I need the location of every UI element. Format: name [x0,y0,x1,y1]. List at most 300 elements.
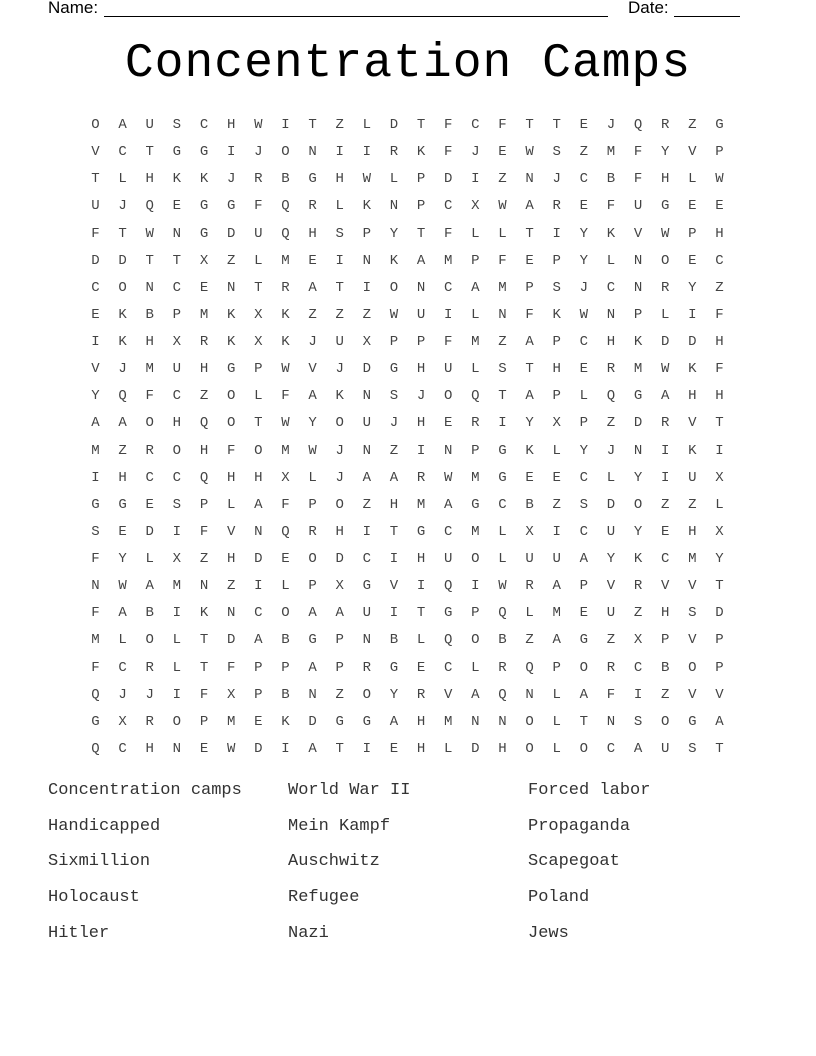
grid-letter[interactable]: U [606,523,616,540]
grid-letter[interactable]: P [335,659,344,676]
grid-letter[interactable]: I [661,469,670,486]
grid-letter[interactable]: O [254,442,263,459]
grid-letter[interactable]: N [525,171,534,188]
grid-letter[interactable]: O [362,686,371,703]
grid-letter[interactable]: Y [606,551,616,568]
grid-letter[interactable]: B [145,605,154,622]
grid-letter[interactable]: U [688,469,697,486]
grid-letter[interactable]: G [633,388,643,405]
grid-letter[interactable]: P [552,252,561,269]
grid-letter[interactable]: F [91,605,100,622]
grid-letter[interactable]: N [498,306,507,323]
grid-letter[interactable]: I [498,415,507,432]
grid-letter[interactable]: H [145,740,154,757]
grid-letter[interactable]: C [172,388,182,405]
grid-letter[interactable]: K [335,388,344,405]
grid-letter[interactable]: R [498,659,507,676]
grid-letter[interactable]: D [389,117,399,133]
grid-letter[interactable]: S [91,523,100,540]
grid-letter[interactable]: T [335,740,344,757]
grid-letter[interactable]: M [471,523,480,540]
grid-letter[interactable]: T [91,171,100,188]
grid-letter[interactable]: X [118,713,127,730]
grid-letter[interactable]: O [661,252,670,269]
grid-letter[interactable]: Z [498,171,507,188]
grid-letter[interactable]: S [579,496,589,513]
grid-letter[interactable]: W [498,198,507,215]
grid-letter[interactable]: A [254,496,263,513]
grid-letter[interactable]: C [443,279,453,296]
grid-letter[interactable]: A [145,578,154,595]
grid-letter[interactable]: R [199,334,209,351]
grid-letter[interactable]: Q [633,117,643,133]
grid-letter[interactable]: W [715,171,724,188]
grid-letter[interactable]: N [172,740,182,757]
grid-letter[interactable]: Q [606,388,616,405]
grid-letter[interactable]: P [254,361,263,378]
grid-letter[interactable]: L [416,632,426,649]
grid-letter[interactable]: P [579,578,589,595]
grid-letter[interactable]: P [715,659,724,676]
grid-letter[interactable]: D [661,334,670,351]
grid-letter[interactable]: X [335,578,344,595]
grid-letter[interactable]: P [362,225,371,242]
grid-letter[interactable]: H [226,117,236,133]
grid-letter[interactable]: H [715,388,724,405]
grid-letter[interactable]: J [335,361,344,378]
grid-letter[interactable]: W [443,469,453,486]
grid-letter[interactable]: E [443,415,453,432]
grid-letter[interactable]: A [715,713,724,730]
grid-letter[interactable]: Z [579,144,589,161]
grid-letter[interactable]: K [118,306,127,323]
grid-letter[interactable]: K [199,171,209,188]
grid-letter[interactable]: O [172,713,182,730]
grid-letter[interactable]: R [145,713,154,730]
grid-letter[interactable]: D [145,523,154,540]
grid-letter[interactable]: C [443,659,453,676]
grid-letter[interactable]: Y [389,225,399,242]
grid-letter[interactable]: T [715,415,724,432]
grid-letter[interactable]: W [308,442,317,459]
grid-letter[interactable]: S [688,605,697,622]
grid-letter[interactable]: C [471,117,480,133]
grid-letter[interactable]: T [715,740,724,757]
grid-letter[interactable]: Z [606,415,616,432]
date-field-line[interactable] [674,16,740,17]
grid-letter[interactable]: T [199,632,209,649]
grid-letter[interactable]: K [172,171,182,188]
grid-letter[interactable]: J [335,442,344,459]
grid-letter[interactable]: J [118,686,127,703]
grid-letter[interactable]: I [552,225,561,242]
grid-letter[interactable]: X [254,306,263,323]
grid-letter[interactable]: D [335,551,344,568]
grid-letter[interactable]: F [498,117,507,133]
grid-letter[interactable]: Z [335,686,344,703]
grid-letter[interactable]: P [715,632,724,649]
grid-letter[interactable]: V [91,361,100,378]
grid-letter[interactable]: I [226,144,236,161]
grid-letter[interactable]: B [606,171,616,188]
grid-letter[interactable]: I [281,117,290,133]
grid-letter[interactable]: N [606,713,616,730]
grid-letter[interactable]: T [525,117,534,133]
grid-letter[interactable]: L [118,632,127,649]
grid-letter[interactable]: C [606,740,616,757]
grid-letter[interactable]: P [308,578,317,595]
grid-letter[interactable]: L [579,388,589,405]
grid-letter[interactable]: N [172,225,182,242]
grid-letter[interactable]: H [552,361,561,378]
grid-letter[interactable]: J [335,469,344,486]
grid-letter[interactable]: N [308,686,317,703]
grid-letter[interactable]: I [362,144,371,161]
grid-letter[interactable]: Y [715,551,724,568]
grid-letter[interactable]: K [416,144,426,161]
grid-letter[interactable]: E [525,252,534,269]
grid-letter[interactable]: C [172,279,182,296]
grid-letter[interactable]: A [308,279,317,296]
grid-letter[interactable]: L [281,578,290,595]
grid-letter[interactable]: V [688,415,697,432]
grid-letter[interactable]: F [443,334,453,351]
grid-letter[interactable]: G [199,225,209,242]
grid-letter[interactable]: W [281,361,290,378]
grid-letter[interactable]: A [389,469,399,486]
grid-letter[interactable]: F [715,361,724,378]
grid-letter[interactable]: P [471,442,480,459]
grid-letter[interactable]: A [579,551,589,568]
grid-letter[interactable]: C [661,551,670,568]
grid-letter[interactable]: F [281,388,290,405]
grid-letter[interactable]: T [254,279,263,296]
grid-letter[interactable]: E [579,198,589,215]
grid-letter[interactable]: M [606,144,616,161]
grid-letter[interactable]: T [416,225,426,242]
grid-letter[interactable]: N [389,198,399,215]
grid-letter[interactable]: V [226,523,236,540]
grid-letter[interactable]: K [389,252,399,269]
grid-letter[interactable]: B [281,632,290,649]
grid-letter[interactable]: R [145,659,154,676]
grid-letter[interactable]: I [172,686,182,703]
grid-letter[interactable]: I [172,523,182,540]
grid-letter[interactable]: H [416,740,426,757]
grid-letter[interactable]: T [145,252,154,269]
grid-letter[interactable]: Y [389,686,399,703]
grid-letter[interactable]: A [552,632,561,649]
grid-letter[interactable]: O [91,117,100,133]
grid-letter[interactable]: Z [525,632,534,649]
grid-letter[interactable]: F [443,225,453,242]
grid-letter[interactable]: Z [688,496,697,513]
grid-letter[interactable]: E [145,496,154,513]
grid-letter[interactable]: P [552,659,561,676]
grid-letter[interactable]: S [552,279,561,296]
grid-letter[interactable]: D [254,551,263,568]
grid-letter[interactable]: O [525,740,534,757]
grid-letter[interactable]: Y [633,469,643,486]
grid-letter[interactable]: G [91,713,100,730]
grid-letter[interactable]: C [606,279,616,296]
grid-letter[interactable]: D [443,171,453,188]
grid-letter[interactable]: S [688,740,697,757]
grid-letter[interactable]: C [199,117,209,133]
grid-letter[interactable]: T [552,117,561,133]
grid-letter[interactable]: X [552,415,561,432]
grid-letter[interactable]: P [254,686,263,703]
grid-letter[interactable]: C [579,523,589,540]
grid-letter[interactable]: Z [661,686,670,703]
grid-letter[interactable]: I [389,551,399,568]
grid-letter[interactable]: N [308,144,317,161]
grid-letter[interactable]: A [552,578,561,595]
grid-letter[interactable]: G [308,632,317,649]
grid-letter[interactable]: P [199,713,209,730]
grid-letter[interactable]: C [443,198,453,215]
grid-letter[interactable]: D [226,632,236,649]
grid-letter[interactable]: Z [606,632,616,649]
grid-letter[interactable]: N [633,252,643,269]
grid-letter[interactable]: L [335,198,344,215]
grid-letter[interactable]: H [688,523,697,540]
grid-letter[interactable]: M [633,361,643,378]
grid-letter[interactable]: D [715,605,724,622]
grid-letter[interactable]: W [661,225,670,242]
grid-letter[interactable]: F [443,144,453,161]
grid-letter[interactable]: L [145,551,154,568]
grid-letter[interactable]: A [443,496,453,513]
grid-letter[interactable]: B [498,632,507,649]
grid-letter[interactable]: H [498,740,507,757]
grid-letter[interactable]: N [226,279,236,296]
grid-letter[interactable]: E [579,605,589,622]
grid-letter[interactable]: G [335,713,344,730]
grid-letter[interactable]: W [362,171,371,188]
grid-letter[interactable]: T [416,117,426,133]
grid-letter[interactable]: J [308,334,317,351]
grid-letter[interactable]: Z [389,442,399,459]
grid-letter[interactable]: H [416,551,426,568]
grid-letter[interactable]: W [579,306,589,323]
grid-letter[interactable]: G [416,523,426,540]
grid-letter[interactable]: J [606,442,616,459]
grid-letter[interactable]: Y [118,551,127,568]
grid-letter[interactable]: L [661,306,670,323]
grid-letter[interactable]: L [443,740,453,757]
grid-letter[interactable]: L [254,252,263,269]
grid-letter[interactable]: L [688,171,697,188]
grid-letter[interactable]: I [91,469,100,486]
grid-letter[interactable]: L [172,632,182,649]
grid-letter[interactable]: V [661,578,670,595]
grid-letter[interactable]: A [118,415,127,432]
grid-letter[interactable]: F [199,686,209,703]
grid-letter[interactable]: X [226,686,236,703]
grid-letter[interactable]: X [199,252,209,269]
grid-letter[interactable]: E [688,252,697,269]
grid-letter[interactable]: Z [552,496,561,513]
grid-letter[interactable]: D [226,225,236,242]
grid-letter[interactable]: J [118,198,127,215]
grid-letter[interactable]: J [389,415,399,432]
grid-letter[interactable]: E [118,523,127,540]
grid-letter[interactable]: V [688,578,697,595]
grid-letter[interactable]: P [172,306,182,323]
grid-letter[interactable]: G [308,171,317,188]
grid-letter[interactable]: T [416,605,426,622]
grid-letter[interactable]: E [661,523,670,540]
grid-letter[interactable]: R [389,144,399,161]
grid-letter[interactable]: Q [118,388,127,405]
grid-letter[interactable]: I [416,442,426,459]
grid-letter[interactable]: N [633,279,643,296]
grid-letter[interactable]: Z [226,252,236,269]
grid-letter[interactable]: C [254,605,263,622]
grid-letter[interactable]: A [633,740,643,757]
grid-letter[interactable]: P [552,388,561,405]
grid-letter[interactable]: M [498,279,507,296]
grid-letter[interactable]: P [416,334,426,351]
grid-letter[interactable]: A [118,605,127,622]
grid-letter[interactable]: A [389,713,399,730]
grid-letter[interactable]: O [471,551,480,568]
grid-letter[interactable]: L [254,388,263,405]
grid-letter[interactable]: P [633,306,643,323]
grid-letter[interactable]: T [118,225,127,242]
grid-letter[interactable]: N [145,279,154,296]
grid-letter[interactable]: C [498,496,507,513]
grid-letter[interactable]: H [389,496,399,513]
grid-letter[interactable]: U [661,740,670,757]
grid-letter[interactable]: Z [498,334,507,351]
grid-letter[interactable]: U [254,225,263,242]
grid-letter[interactable]: F [443,117,453,133]
grid-letter[interactable]: U [633,198,643,215]
grid-letter[interactable]: H [416,713,426,730]
grid-letter[interactable]: D [118,252,127,269]
grid-letter[interactable]: G [579,632,589,649]
grid-letter[interactable]: Q [281,523,290,540]
grid-letter[interactable]: P [715,144,724,161]
grid-letter[interactable]: S [335,225,344,242]
grid-letter[interactable]: E [91,306,100,323]
grid-letter[interactable]: X [715,523,724,540]
grid-letter[interactable]: W [389,306,399,323]
grid-letter[interactable]: U [172,361,182,378]
grid-letter[interactable]: A [91,415,100,432]
grid-letter[interactable]: K [525,442,534,459]
grid-letter[interactable]: L [498,225,507,242]
grid-letter[interactable]: E [199,740,209,757]
grid-letter[interactable]: M [688,551,697,568]
grid-letter[interactable]: C [579,171,589,188]
grid-letter[interactable]: I [471,578,480,595]
grid-letter[interactable]: I [281,740,290,757]
grid-letter[interactable]: E [552,469,561,486]
grid-letter[interactable]: J [226,171,236,188]
grid-letter[interactable]: E [416,659,426,676]
grid-letter[interactable]: H [335,171,344,188]
grid-letter[interactable]: I [362,523,371,540]
grid-letter[interactable]: O [281,605,290,622]
grid-letter[interactable]: V [633,225,643,242]
grid-letter[interactable]: L [498,523,507,540]
grid-letter[interactable]: U [362,415,371,432]
grid-letter[interactable]: E [308,252,317,269]
grid-letter[interactable]: Z [362,496,371,513]
grid-letter[interactable]: P [416,198,426,215]
grid-letter[interactable]: U [416,306,426,323]
grid-letter[interactable]: R [308,198,317,215]
grid-letter[interactable]: K [362,198,371,215]
grid-letter[interactable]: A [308,659,317,676]
grid-letter[interactable]: H [715,225,724,242]
grid-letter[interactable]: V [91,144,100,161]
grid-letter[interactable]: P [335,632,344,649]
grid-letter[interactable]: C [633,659,643,676]
grid-letter[interactable]: O [281,144,290,161]
grid-letter[interactable]: X [715,469,724,486]
grid-letter[interactable]: E [172,198,182,215]
grid-letter[interactable]: T [715,578,724,595]
grid-letter[interactable]: J [471,144,480,161]
grid-letter[interactable]: F [281,496,290,513]
grid-letter[interactable]: A [525,388,534,405]
grid-letter[interactable]: P [552,334,561,351]
grid-letter[interactable]: W [254,117,263,133]
grid-letter[interactable]: N [416,279,426,296]
grid-letter[interactable]: Y [633,523,643,540]
grid-letter[interactable]: Z [661,496,670,513]
grid-letter[interactable]: N [471,713,480,730]
grid-letter[interactable]: U [552,551,561,568]
grid-letter[interactable]: K [606,225,616,242]
grid-letter[interactable]: R [471,415,480,432]
grid-letter[interactable]: L [471,361,480,378]
grid-letter[interactable]: H [172,415,182,432]
grid-letter[interactable]: P [471,252,480,269]
grid-letter[interactable]: H [416,361,426,378]
grid-letter[interactable]: R [416,469,426,486]
grid-letter[interactable]: H [335,523,344,540]
grid-letter[interactable]: A [661,388,670,405]
grid-letter[interactable]: V [606,578,616,595]
grid-letter[interactable]: L [362,117,371,133]
grid-letter[interactable]: H [226,469,236,486]
grid-letter[interactable]: E [281,551,290,568]
grid-letter[interactable]: Z [362,306,371,323]
grid-letter[interactable]: A [362,469,371,486]
grid-letter[interactable]: I [335,252,344,269]
grid-letter[interactable]: N [362,252,371,269]
grid-letter[interactable]: Y [579,442,589,459]
grid-letter[interactable]: R [308,523,317,540]
grid-letter[interactable]: Q [525,659,534,676]
grid-letter[interactable]: M [471,334,480,351]
grid-letter[interactable]: K [688,442,697,459]
grid-letter[interactable]: M [471,469,480,486]
grid-letter[interactable]: F [145,388,154,405]
grid-letter[interactable]: H [199,442,209,459]
grid-letter[interactable]: M [199,306,209,323]
grid-letter[interactable]: L [471,659,480,676]
grid-letter[interactable]: T [335,279,344,296]
grid-letter[interactable]: C [579,469,589,486]
grid-letter[interactable]: W [226,740,236,757]
grid-letter[interactable]: V [308,361,317,378]
